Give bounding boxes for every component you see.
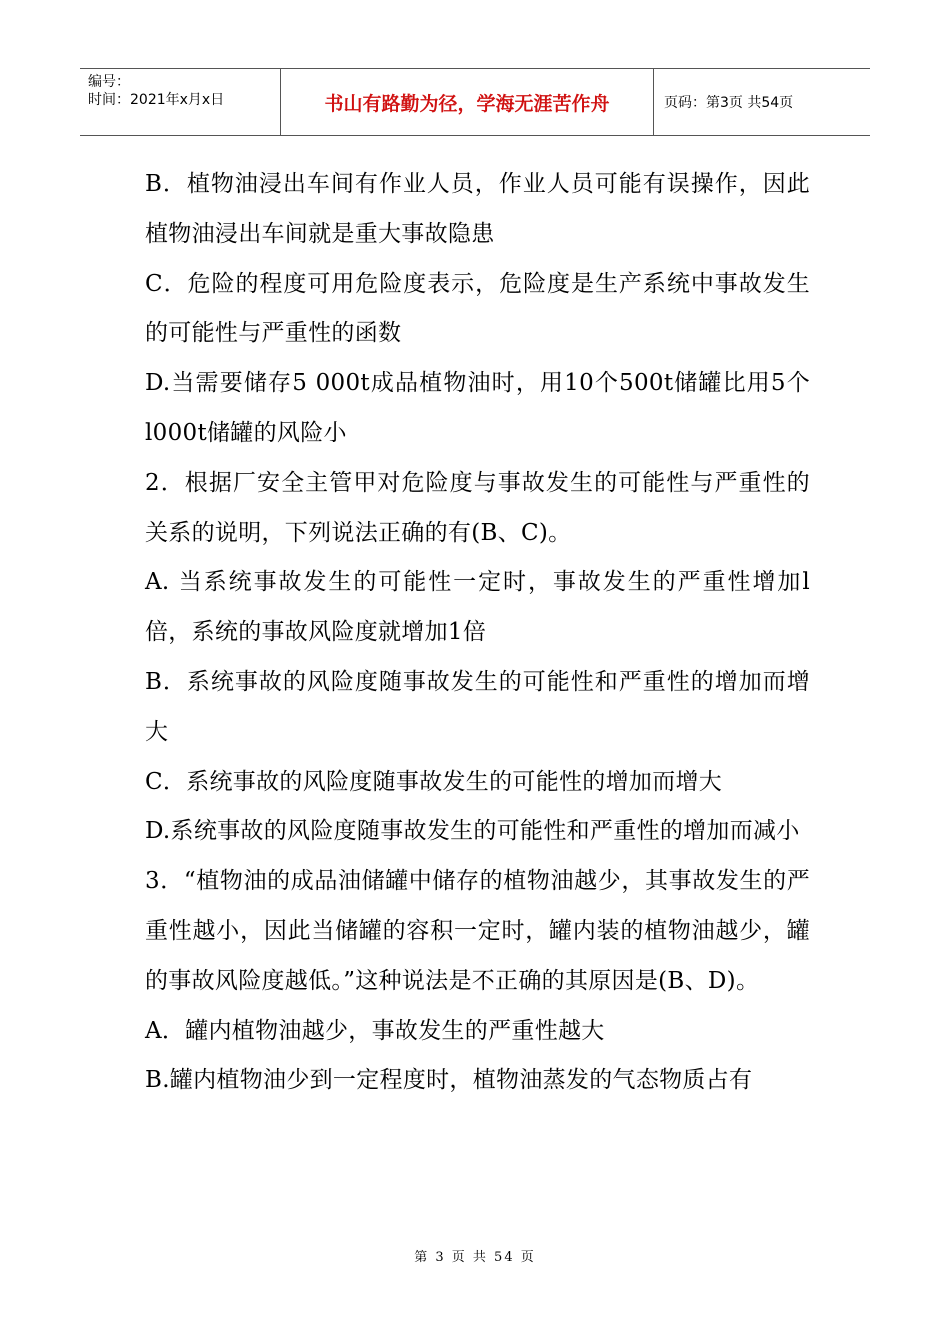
paragraph: B．植物油浸出车间有作业人员，作业人员可能有误操作，因此植物油浸出车间就是重大事故隐患 [145,171,810,247]
paragraph: A. 当系统事故发生的可能性一定时，事故发生的严重性增加l倍，系统的事故风险度就增加1倍 [145,569,810,646]
header-motto: 书山有路勤为径，学海无涯苦作舟 [281,69,654,135]
header-meta [80,69,281,135]
paragraph: 2．根据厂安全主管甲对危险度与事故发生的可能性与严重性的关系的说明，下列说法正确的有(B、C)。 [145,469,810,546]
paragraph: 3．“植物油的成品油储罐中储存的植物油越少，其事故发生的严重性越小，因此当储罐的容积一定时，罐内装的植物油越少，罐的事故风险度越低。”这种说法是不正确的其原因是(B、D)。 [145,868,810,994]
header-page-info: 页码：第3页 共54页 [664,95,794,111]
header-number-label: 编号： [88,74,130,90]
paragraph: A．罐内植物油越少，事故发生的严重性越大 [145,1017,605,1044]
paragraph: B.罐内植物油少到一定程度时，植物油蒸发的气态物质占有 [145,1067,753,1094]
header-time-label: 时间：2021年x月x日 [88,92,225,108]
paragraph: D.系统事故的风险度随事故发生的可能性和严重性的增加而减小 [145,818,800,845]
document-body [145,160,810,1106]
page-header [80,68,870,136]
paragraph: D.当需要储存5 000t成品植物油时，用10个500t储罐比用5个l000t储罐的风险小 [145,370,810,446]
paragraph: C．危险的程度可用危险度表示，危险度是生产系统中事故发生的可能性与严重性的函数 [145,270,810,347]
paragraph: C．系统事故的风险度随事故发生的可能性的增加而增大 [145,768,723,795]
paragraph: B．系统事故的风险度随事故发生的可能性和严重性的增加而增大 [145,668,810,745]
page-footer: 第 3 页 共 54 页 [414,1250,536,1265]
